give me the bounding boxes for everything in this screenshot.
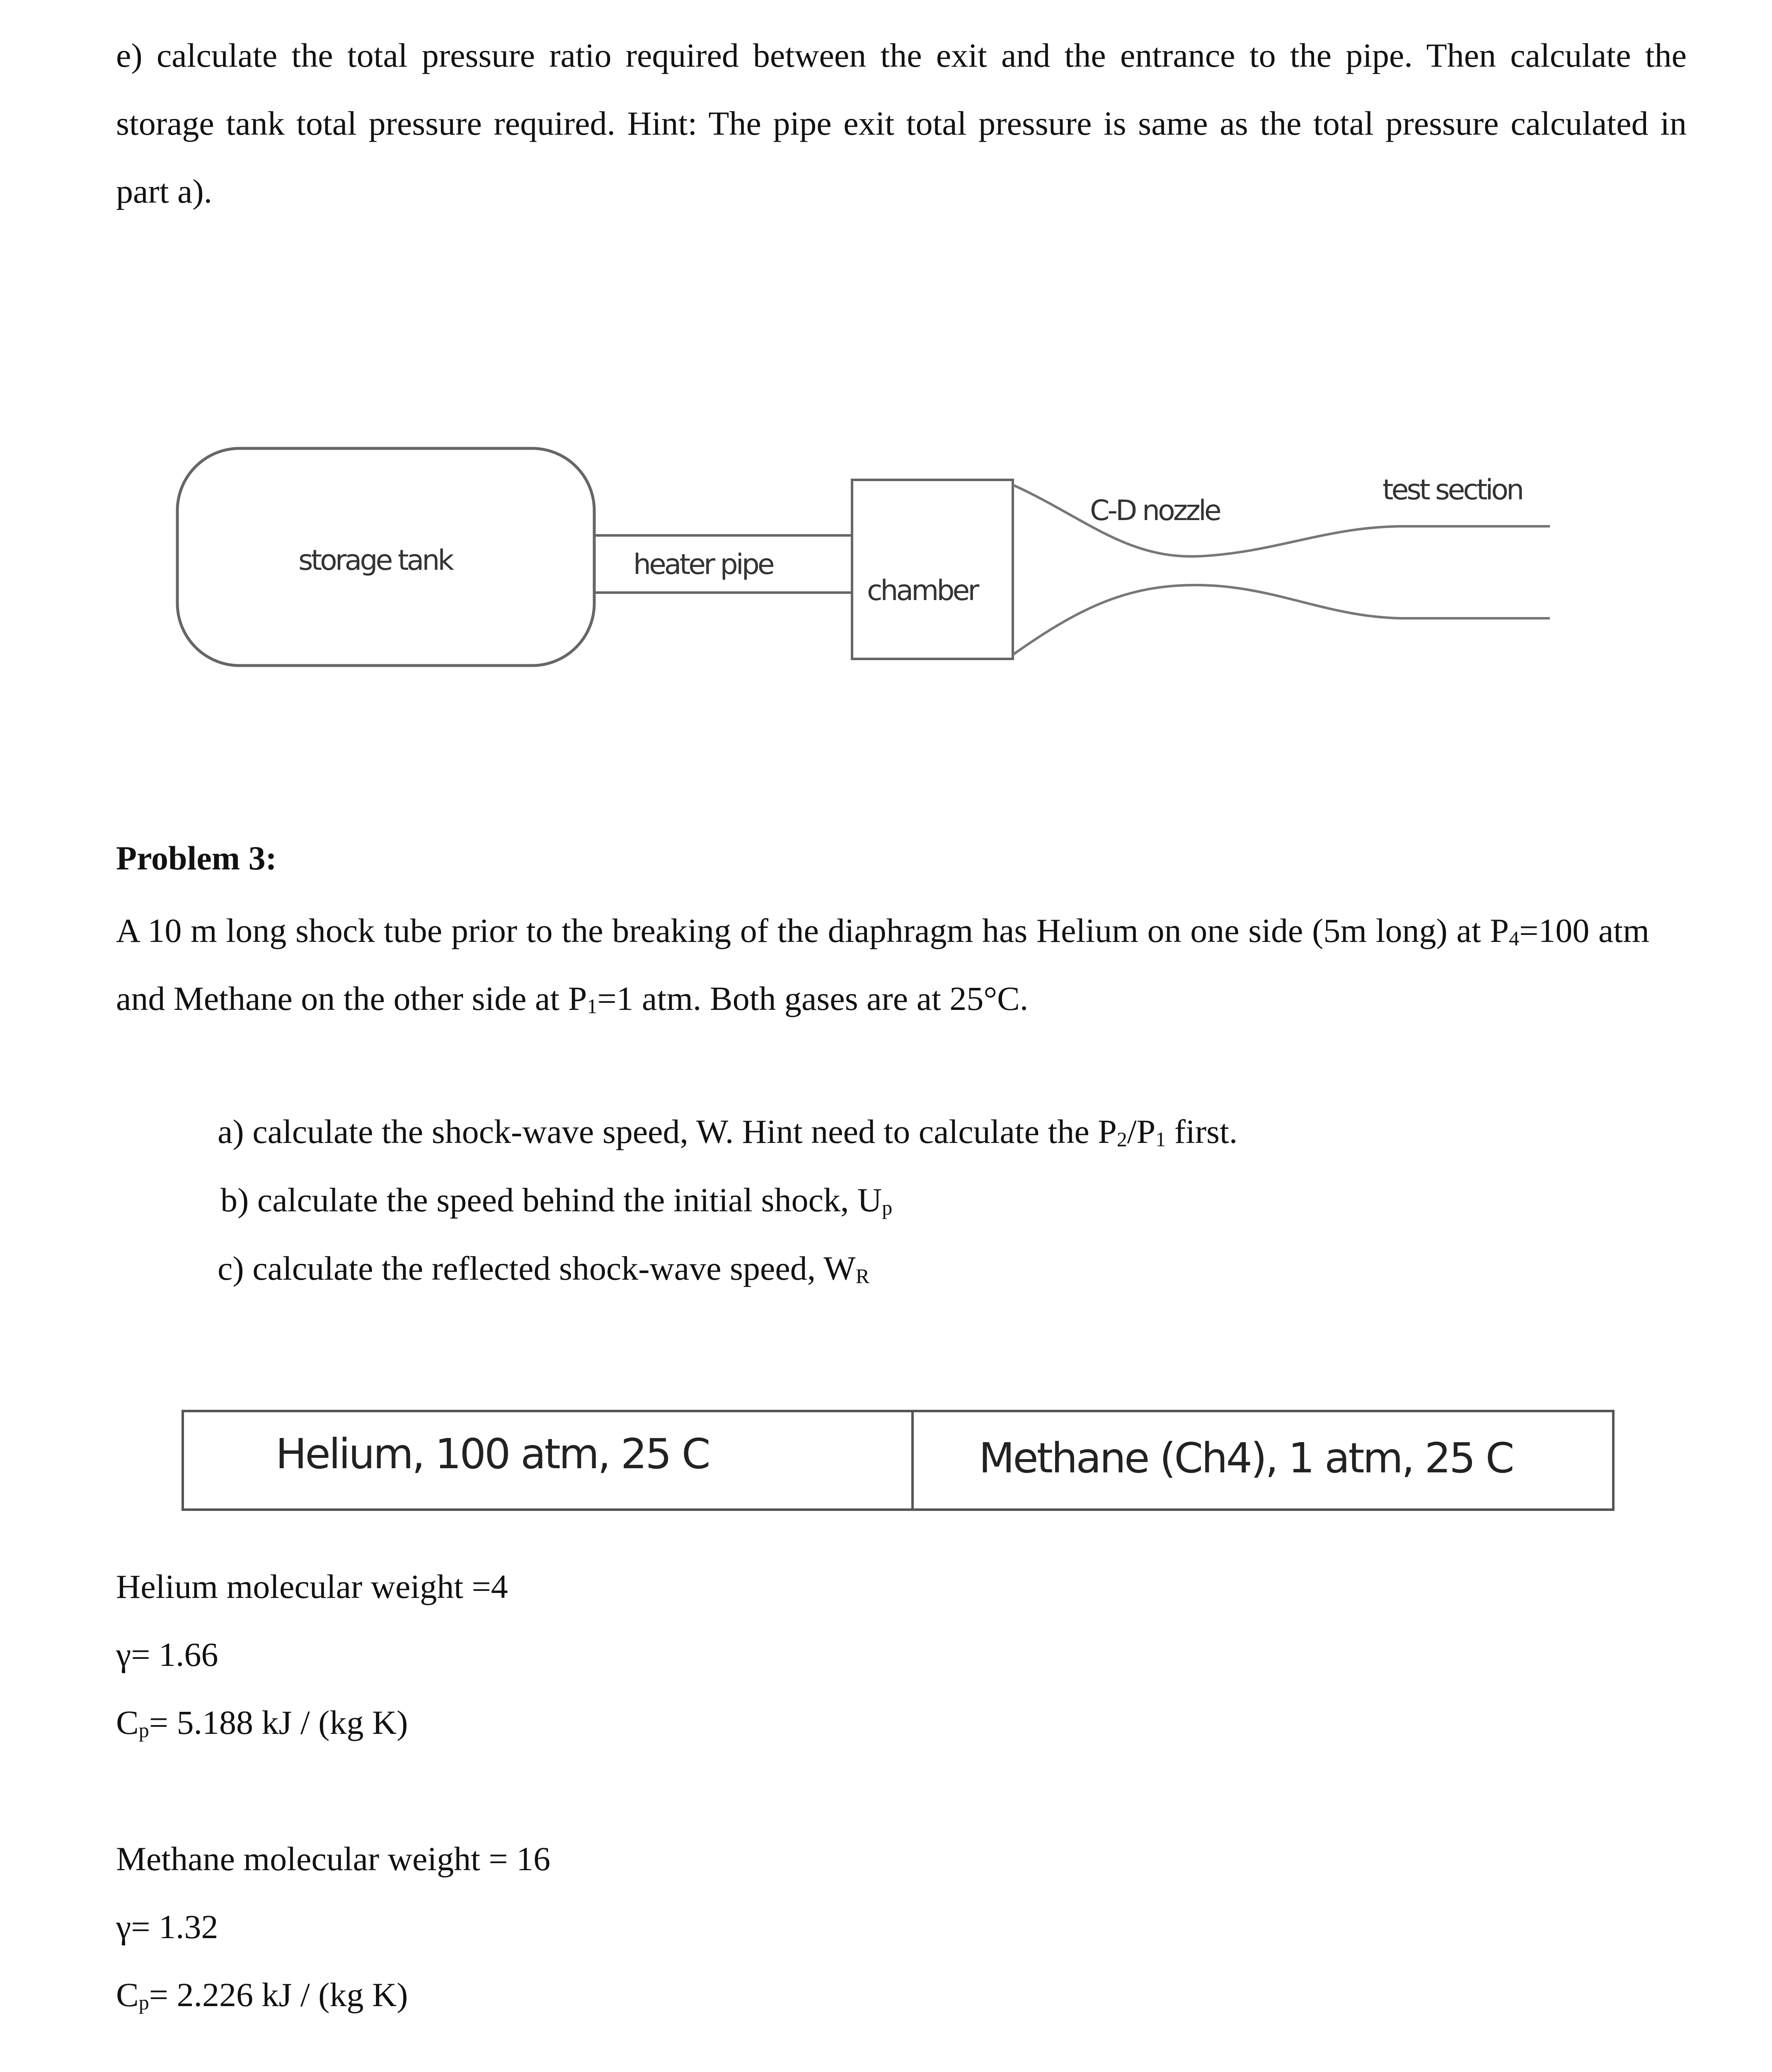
storage-tank-label: storage tank [298, 544, 452, 577]
cd-nozzle-label: C-D nozzle [1090, 494, 1220, 527]
problem-3-heading: Problem 3: [116, 839, 277, 877]
heater-pipe-label: heater pipe [633, 548, 773, 581]
part-e-paragraph: e) calculate the total pressure ratio required between the exit and the entrance to the pipe. Then calculate the storage tank total pressure required. Hint: The pipe exit total pressure is same as the total pressure calculated in part a). [116, 36, 1687, 210]
methane-cp: $C_p= 2.226$ kJ / (kg K) [116, 1976, 408, 2014]
wind-tunnel-diagram [0, 414, 1772, 704]
helium-section-label: Helium, 100 atm, 25 C [276, 1430, 709, 1478]
question-b: b) calculate the speed behind the initial shock, $U_p$ [220, 1181, 893, 1219]
helium-gamma: γ= 1.66 [116, 1636, 218, 1673]
helium-cp: $C_p= 5.188$ kJ / (kg K) [116, 1704, 408, 1742]
chamber-shape [852, 480, 1013, 659]
question-c: c) calculate the reflected shock-wave speed, $W_R$ [218, 1249, 870, 1288]
test-section-label: test section [1382, 474, 1523, 506]
methane-section-label: Methane (Ch4), 1 atm, 25 C [979, 1434, 1513, 1482]
cd-nozzle-lower-wall [1013, 585, 1550, 655]
question-a: a) calculate the shock-wave speed, W. Hint need to calculate the $P_2/P_1$ first. [218, 1113, 1238, 1151]
chamber-label: chamber [867, 574, 978, 607]
shock-tube-diagram [0, 1388, 1772, 1525]
problem-3-statement: A 10 m long shock tube prior to the breaking of the diaphragm has Helium on one side (5m long) at $P_4=100$ atm and Methane on the other side at $P_1=1$ atm. Both gases are at 25°C. [116, 912, 1649, 1018]
methane-gamma: γ= 1.32 [116, 1908, 218, 1946]
helium-molecular-weight: Helium molecular weight =4 [116, 1568, 508, 1605]
methane-molecular-weight: Methane molecular weight = 16 [116, 1840, 551, 1878]
